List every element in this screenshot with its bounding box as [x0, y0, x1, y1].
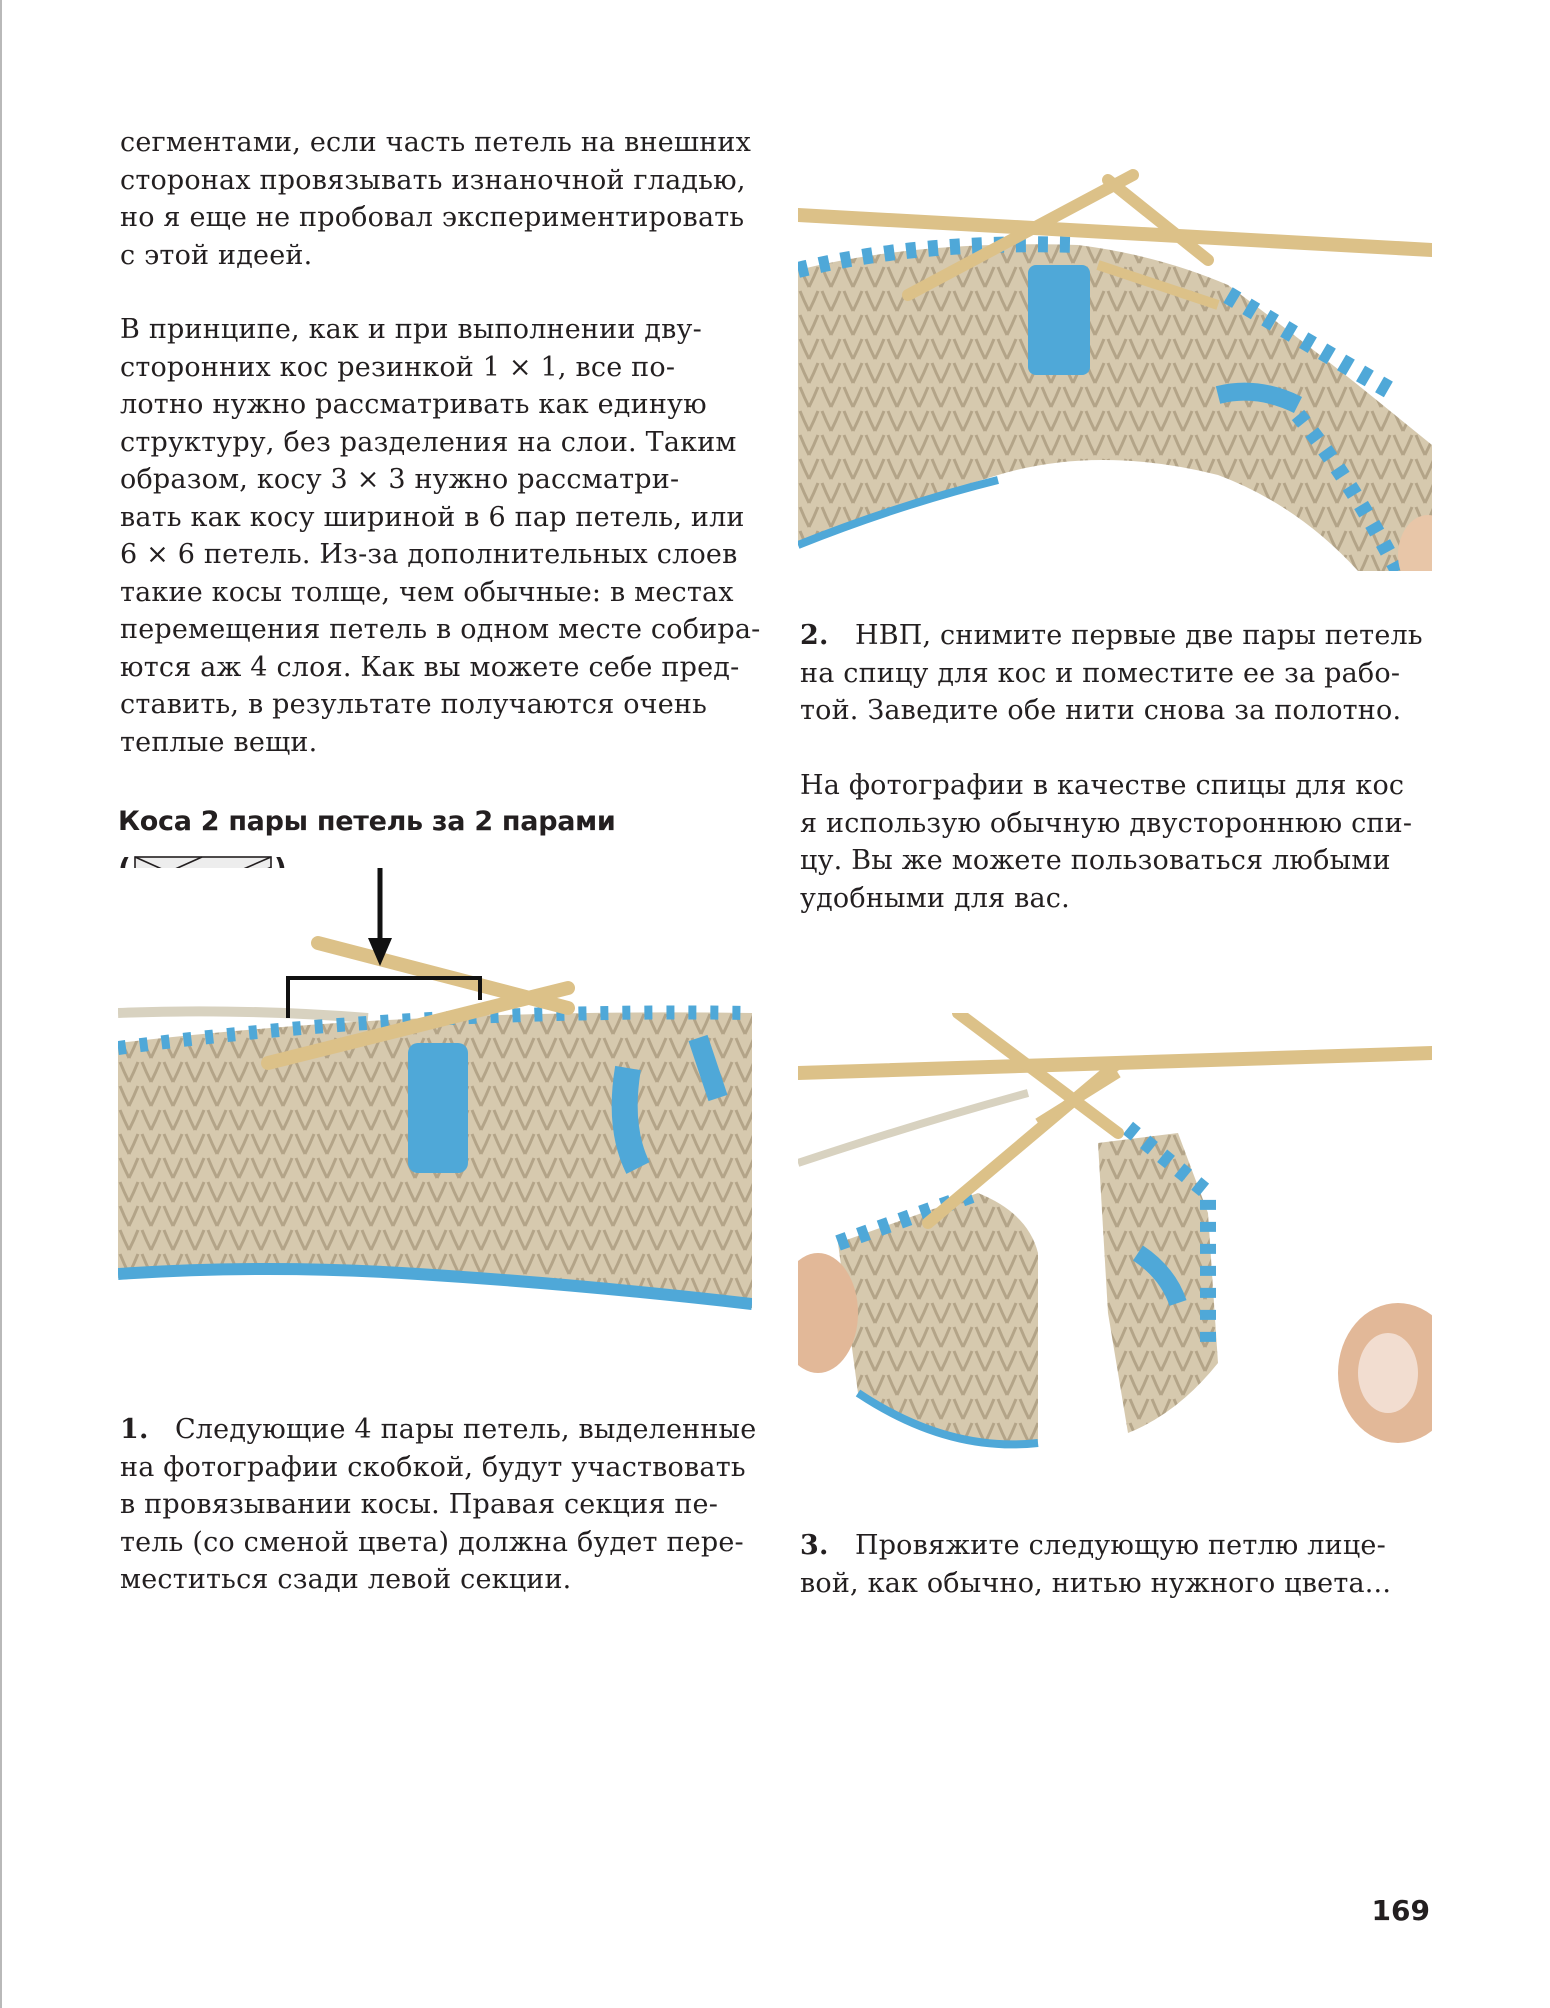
paragraph-principle	[120, 311, 760, 761]
step-1-text	[120, 1411, 756, 1599]
text-line: с этой идеей.	[120, 239, 313, 271]
text-line: ются аж 4 слоя. Как вы можете себе пред-	[120, 651, 740, 683]
text-line: На фотографии в качестве спицы для кос	[800, 770, 1405, 801]
page-number: 169	[1371, 1894, 1430, 1927]
photo-step-3	[798, 1013, 1432, 1487]
photo-step-1	[118, 868, 752, 1322]
text-line: структуру, без разделения на слои. Таким	[120, 426, 737, 458]
text-line: я использую обычную двустороннюю спи-	[800, 807, 1413, 839]
text-line-content: Следующие 4 пары петель, выделенные	[174, 1414, 757, 1445]
text-line: 6 × 6 петель. Из-за дополнительных слоев	[120, 539, 738, 570]
text-line: на фотографии скобкой, будут участвовать	[120, 1451, 746, 1483]
text-line: удобными для вас.	[800, 882, 1070, 914]
text-line: теплые вещи.	[120, 726, 318, 758]
text-line: перемещения петель в одном месте собира-	[120, 614, 761, 645]
text-line: тель (со сменой цвета) должна будет пере-	[120, 1526, 744, 1558]
text-line: меститься сзади левой секции.	[120, 1564, 572, 1595]
text-line	[800, 617, 1423, 655]
text-line: сегментами, если часть петель на внешних	[120, 127, 752, 158]
step-3-text	[800, 1527, 1391, 1602]
text-line: образом, косу 3 × 3 нужно рассматри-	[120, 464, 680, 495]
paragraph-intro	[120, 124, 751, 274]
text-line: лотно нужно рассматривать как единую	[120, 389, 707, 420]
step-2-text	[800, 617, 1423, 730]
paragraph-note	[800, 767, 1412, 917]
text-line-content: НВП, снимите первые две пары петель	[854, 620, 1423, 651]
text-line: вать как косу шириной в 6 пар петель, или	[120, 501, 745, 533]
text-line: ставить, в результате получаются очень	[120, 689, 707, 720]
page-left-edge	[0, 0, 2, 2008]
text-line: но я еще не пробовал экспериментировать	[120, 202, 745, 233]
text-line: той. Заведите обе нити снова за полотно.	[800, 695, 1402, 726]
text-line	[120, 1411, 756, 1449]
text-line: на спицу для кос и поместите ее за рабо-	[800, 657, 1401, 689]
section-heading: Коса 2 пары петель за 2 парами	[118, 806, 616, 837]
step-number: 2.	[800, 620, 829, 651]
step-number: 3.	[800, 1530, 829, 1561]
text-line: такие косы толще, чем обычные: в местах	[120, 576, 734, 608]
text-line	[800, 1527, 1391, 1565]
text-line: В принципе, как и при выполнении дву-	[120, 314, 702, 345]
text-line: цу. Вы же можете пользоваться любыми	[800, 845, 1391, 876]
text-line-content: Провяжите следующую петлю лице-	[854, 1530, 1386, 1561]
step-number: 1.	[120, 1414, 149, 1445]
text-line: вой, как обычно, нитью нужного цвета...	[800, 1567, 1392, 1599]
text-line: сторонних кос резинкой 1 × 1, все по-	[120, 351, 676, 383]
photo-step-2	[798, 145, 1432, 571]
text-line: сторонах провязывать изнаночной гладью,	[120, 164, 746, 196]
text-line: в провязывании косы. Правая секция пе-	[120, 1489, 719, 1520]
